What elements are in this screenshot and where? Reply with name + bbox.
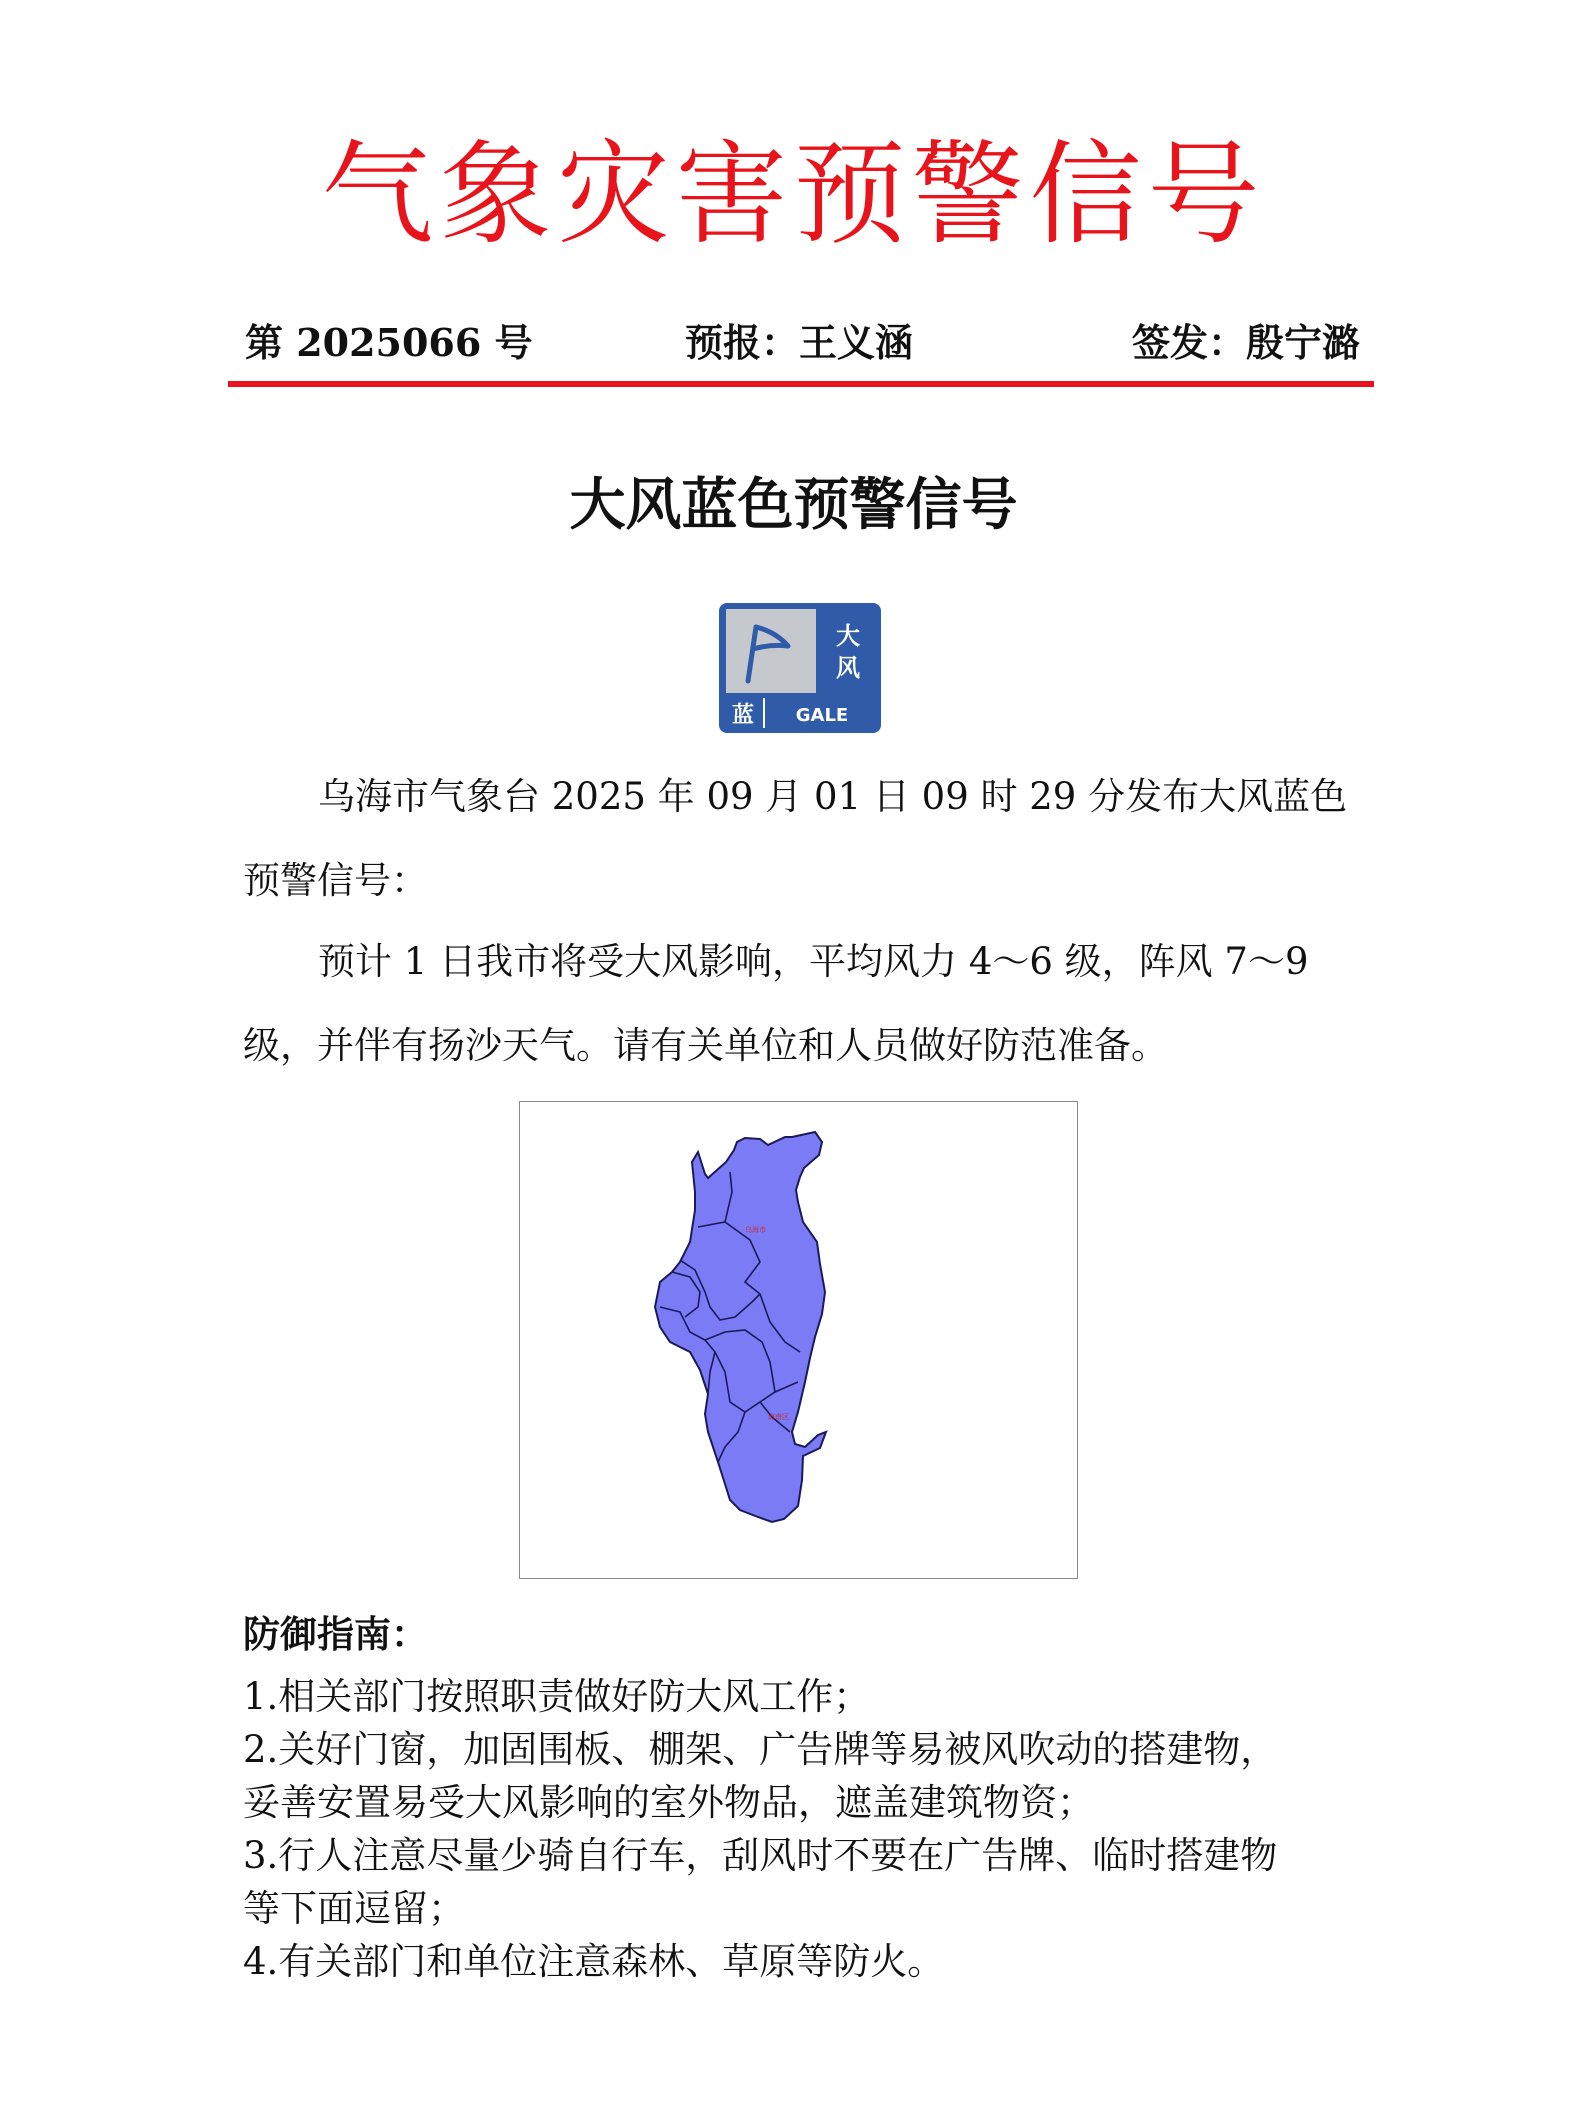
forecast-line-1: 预计 1 日我市将受大风影响，平均风力 4～6 级，阵风 7～9 xyxy=(318,940,1309,983)
warning-area-map xyxy=(519,1101,1078,1579)
issuer-label: 签发：殷宁潞 xyxy=(1131,320,1360,365)
map-label-south: 海南区 xyxy=(768,1413,789,1421)
flag-panel xyxy=(726,609,816,693)
guide-line: 妥善安置易受大风影响的室外物品，遮盖建筑物资； xyxy=(243,1781,1094,1824)
guide-line: 等下面逗留； xyxy=(243,1887,465,1930)
document-title: 气象灾害预警信号 xyxy=(321,130,1266,260)
guide-line: 4.有关部门和单位注意森林、草原等防火。 xyxy=(243,1940,945,1983)
forecast-paragraph xyxy=(243,920,1363,1088)
guide-line: 2.关好门窗，加固围板、棚架、广告牌等易被风吹动的搭建物， xyxy=(243,1728,1278,1771)
defense-guide-list xyxy=(243,1670,1368,1988)
forecast-line-2: 级，并伴有扬沙天气。请有关单位和人员做好防范准备。 xyxy=(243,1024,1168,1067)
icon-char-bottom: 风 xyxy=(836,654,860,682)
signal-title: 大风蓝色预警信号 xyxy=(569,472,1018,538)
icon-char-top: 大 xyxy=(836,622,860,650)
issue-paragraph xyxy=(243,755,1363,923)
map-region-outline xyxy=(655,1132,826,1522)
gale-blue-warning-icon xyxy=(718,602,882,734)
issue-line-1: 乌海市气象台 2025 年 09 月 01 日 09 时 29 分发布大风蓝色 xyxy=(318,775,1348,818)
issue-line-2: 预警信号： xyxy=(243,859,428,902)
document-meta-row xyxy=(245,318,1360,368)
document-number: 第 2025066 号 xyxy=(245,320,533,365)
guide-line: 1.相关部门按照职责做好防大风工作； xyxy=(243,1675,871,1718)
red-divider xyxy=(228,381,1374,387)
defense-guide-heading: 防御指南： xyxy=(243,1612,428,1656)
icon-level-char: 蓝 xyxy=(731,703,755,728)
guide-line: 3.行人注意尽量少骑自行车，刮风时不要在广告牌、临时搭建物 xyxy=(243,1834,1278,1877)
icon-english-label: GALE xyxy=(795,705,849,726)
forecaster-label: 预报：王义涵 xyxy=(685,320,914,365)
map-label-north: 乌海市 xyxy=(745,1226,766,1234)
